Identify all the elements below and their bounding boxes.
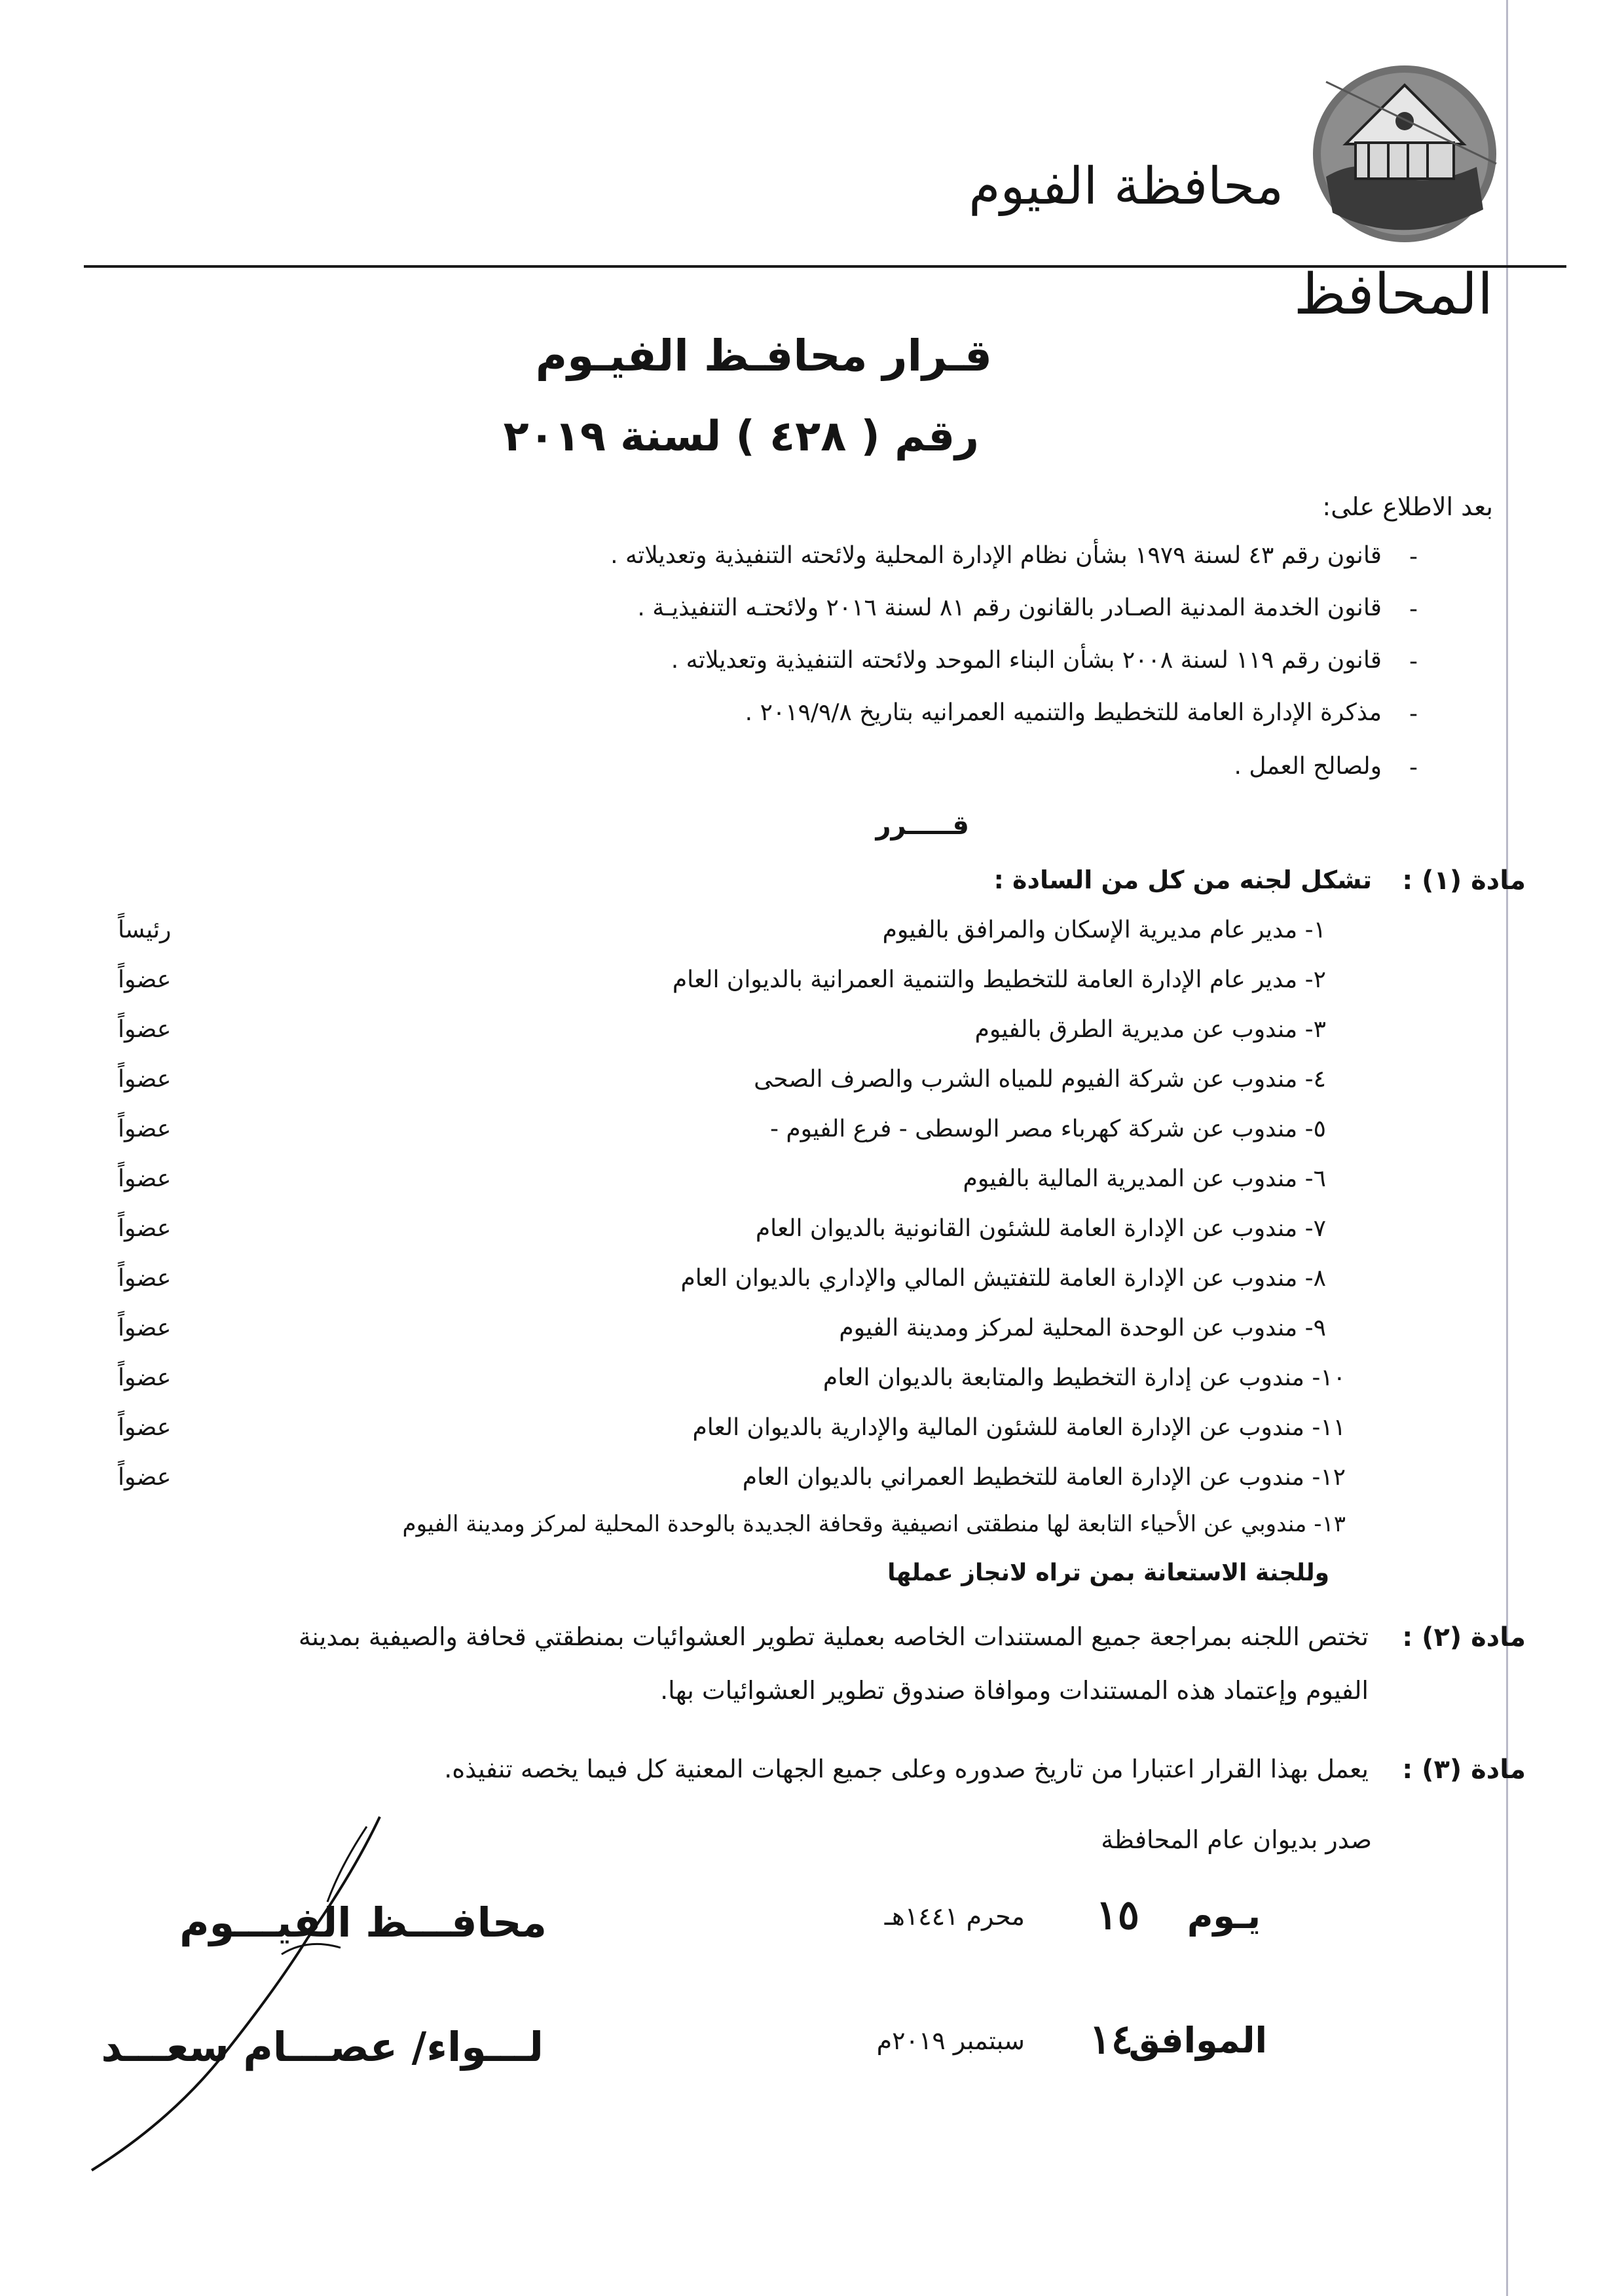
article-2-text: تختص اللجنه بمراجعة جميع المستندات الخاصه بعملية تطوير العشوائيات بمنطقتي قحافة والصيفية بمدينة xyxy=(298,1622,1369,1651)
member-row: ٤- مندوب عن شركة الفيوم للمياه الشرب والصرف الصحى xyxy=(754,1066,1326,1093)
member-role: عضواً xyxy=(118,1265,172,1292)
issued-at: صدر بديوان عام المحافظة xyxy=(1101,1825,1372,1854)
bullet-dash: - xyxy=(1409,596,1418,623)
member-note: وللجنة الاستعانة بمن تراه لانجاز عملها xyxy=(887,1559,1329,1586)
article-1-label: مادة (١) : xyxy=(1402,866,1526,896)
gregorian-day: ١٤ xyxy=(1089,2015,1133,2063)
corresponding-label: الموافق xyxy=(1128,2020,1267,2061)
article-3-label: مادة (٣) : xyxy=(1402,1755,1526,1785)
day-label: يـوم xyxy=(1187,1895,1261,1937)
member-row: ٦- مندوب عن المديرية المالية بالفيوم xyxy=(963,1165,1326,1192)
member-role: عضواً xyxy=(118,1364,172,1391)
member-role: عضواً xyxy=(118,1414,172,1441)
hijri-month: محرم ١٤٤١هـ xyxy=(884,1902,1025,1931)
member-row: ٢- مدير عام الإدارة العامة للتخطيط والتنمية العمرانية بالديوان العام xyxy=(672,966,1326,993)
preamble-item: ولصالح العمل . xyxy=(1234,753,1382,780)
preamble-item: قانون الخدمة المدنية الصـادر بالقانون رقم ٨١ لسنة ٢٠١٦ ولائحتـه التنفيذيـة . xyxy=(637,594,1382,621)
member-role: عضواً xyxy=(118,1215,172,1242)
member-role: عضواً xyxy=(118,1016,172,1043)
member-row: ٨- مندوب عن الإدارة العامة للتفتيش المالي والإداري بالديوان العام xyxy=(680,1265,1326,1292)
preamble-item: مذكرة الإدارة العامة للتخطيط والتنميه العمرانيه بتاريخ ٢٠١٩/٩/٨ . xyxy=(745,699,1382,726)
member-role: عضواً xyxy=(118,1165,172,1192)
article-1-text: تشكل لجنه من كل من السادة : xyxy=(993,866,1372,894)
member-role: عضواً xyxy=(118,1315,172,1341)
decision-number: رقم ( ٤٢٨ ) لسنة ٢٠١٩ xyxy=(503,412,979,461)
preamble-intro: بعد الاطلاع على: xyxy=(1322,492,1493,521)
bullet-dash: - xyxy=(1409,701,1418,727)
article-2-label: مادة (٢) : xyxy=(1402,1622,1526,1652)
member-row: ٧- مندوب عن الإدارة العامة للشئون القانونية بالديوان العام xyxy=(755,1215,1326,1242)
member-role: عضواً xyxy=(118,1066,172,1093)
bullet-dash: - xyxy=(1409,543,1418,570)
signatory-title: محافـــظ الفيـــوم xyxy=(179,1899,547,1946)
decision-word: قـــــرر xyxy=(876,811,969,841)
bullet-dash: - xyxy=(1409,754,1418,781)
hijri-day: ١٥ xyxy=(1096,1891,1139,1939)
bullet-dash: - xyxy=(1409,648,1418,675)
member-row: ١- مدير عام مديرية الإسكان والمرافق بالفيوم xyxy=(882,917,1326,943)
member-role: عضواً xyxy=(118,1116,172,1142)
member-role: عضواً xyxy=(118,966,172,993)
governorate-name: محافظة الفيوم xyxy=(969,157,1283,216)
member-row: ١٠- مندوب عن إدارة التخطيط والمتابعة بالديوان العام xyxy=(822,1364,1346,1391)
gregorian-month: سبتمبر ٢٠١٩م xyxy=(876,2026,1025,2055)
member-role: رئيساً xyxy=(118,917,172,943)
member-row: ٩- مندوب عن الوحدة المحلية لمركز ومدينة الفيوم xyxy=(839,1315,1326,1341)
preamble-item: قانون رقم ١١٩ لسنة ٢٠٠٨ بشأن البناء الموحد ولائحته التنفيذية وتعديلاته . xyxy=(671,647,1382,674)
office-title: المحافظ xyxy=(1293,262,1493,327)
decision-title: قـرار محافـظ الفيـوم xyxy=(535,331,992,381)
member-row: ١١- مندوب عن الإدارة العامة للشئون المالية والإدارية بالديوان العام xyxy=(692,1414,1346,1441)
article-3-text: يعمل بهذا القرار اعتبارا من تاريخ صدوره وعلى جميع الجهات المعنية كل فيما يخصه تنفيذه. xyxy=(444,1755,1369,1783)
preamble-item: قانون رقم ٤٣ لسنة ١٩٧٩ بشأن نظام الإدارة المحلية ولائحته التنفيذية وتعديلاته . xyxy=(610,542,1382,569)
signatory-name: لـــواء/ عصـــام سعـــد xyxy=(101,2023,544,2071)
member-row: ٣- مندوب عن مديرية الطرق بالفيوم xyxy=(974,1016,1326,1043)
member-row: ١٢- مندوب عن الإدارة العامة للتخطيط العمراني بالديوان العام xyxy=(742,1464,1346,1491)
article-2-text: الفيوم وإعتماد هذه المستندات وموافاة صندوق تطوير العشوائيات بها. xyxy=(660,1676,1369,1705)
member-role: عضواً xyxy=(118,1464,172,1491)
member-row: ١٣- مندوبي عن الأحياء التابعة لها منطقتى انصيفية وقحافة الجديدة بالوحدة المحلية لمركز ومدينة الفيوم xyxy=(402,1511,1346,1537)
member-row: ٥- مندوب عن شركة كهرباء مصر الوسطى - فرع الفيوم - xyxy=(769,1116,1326,1142)
